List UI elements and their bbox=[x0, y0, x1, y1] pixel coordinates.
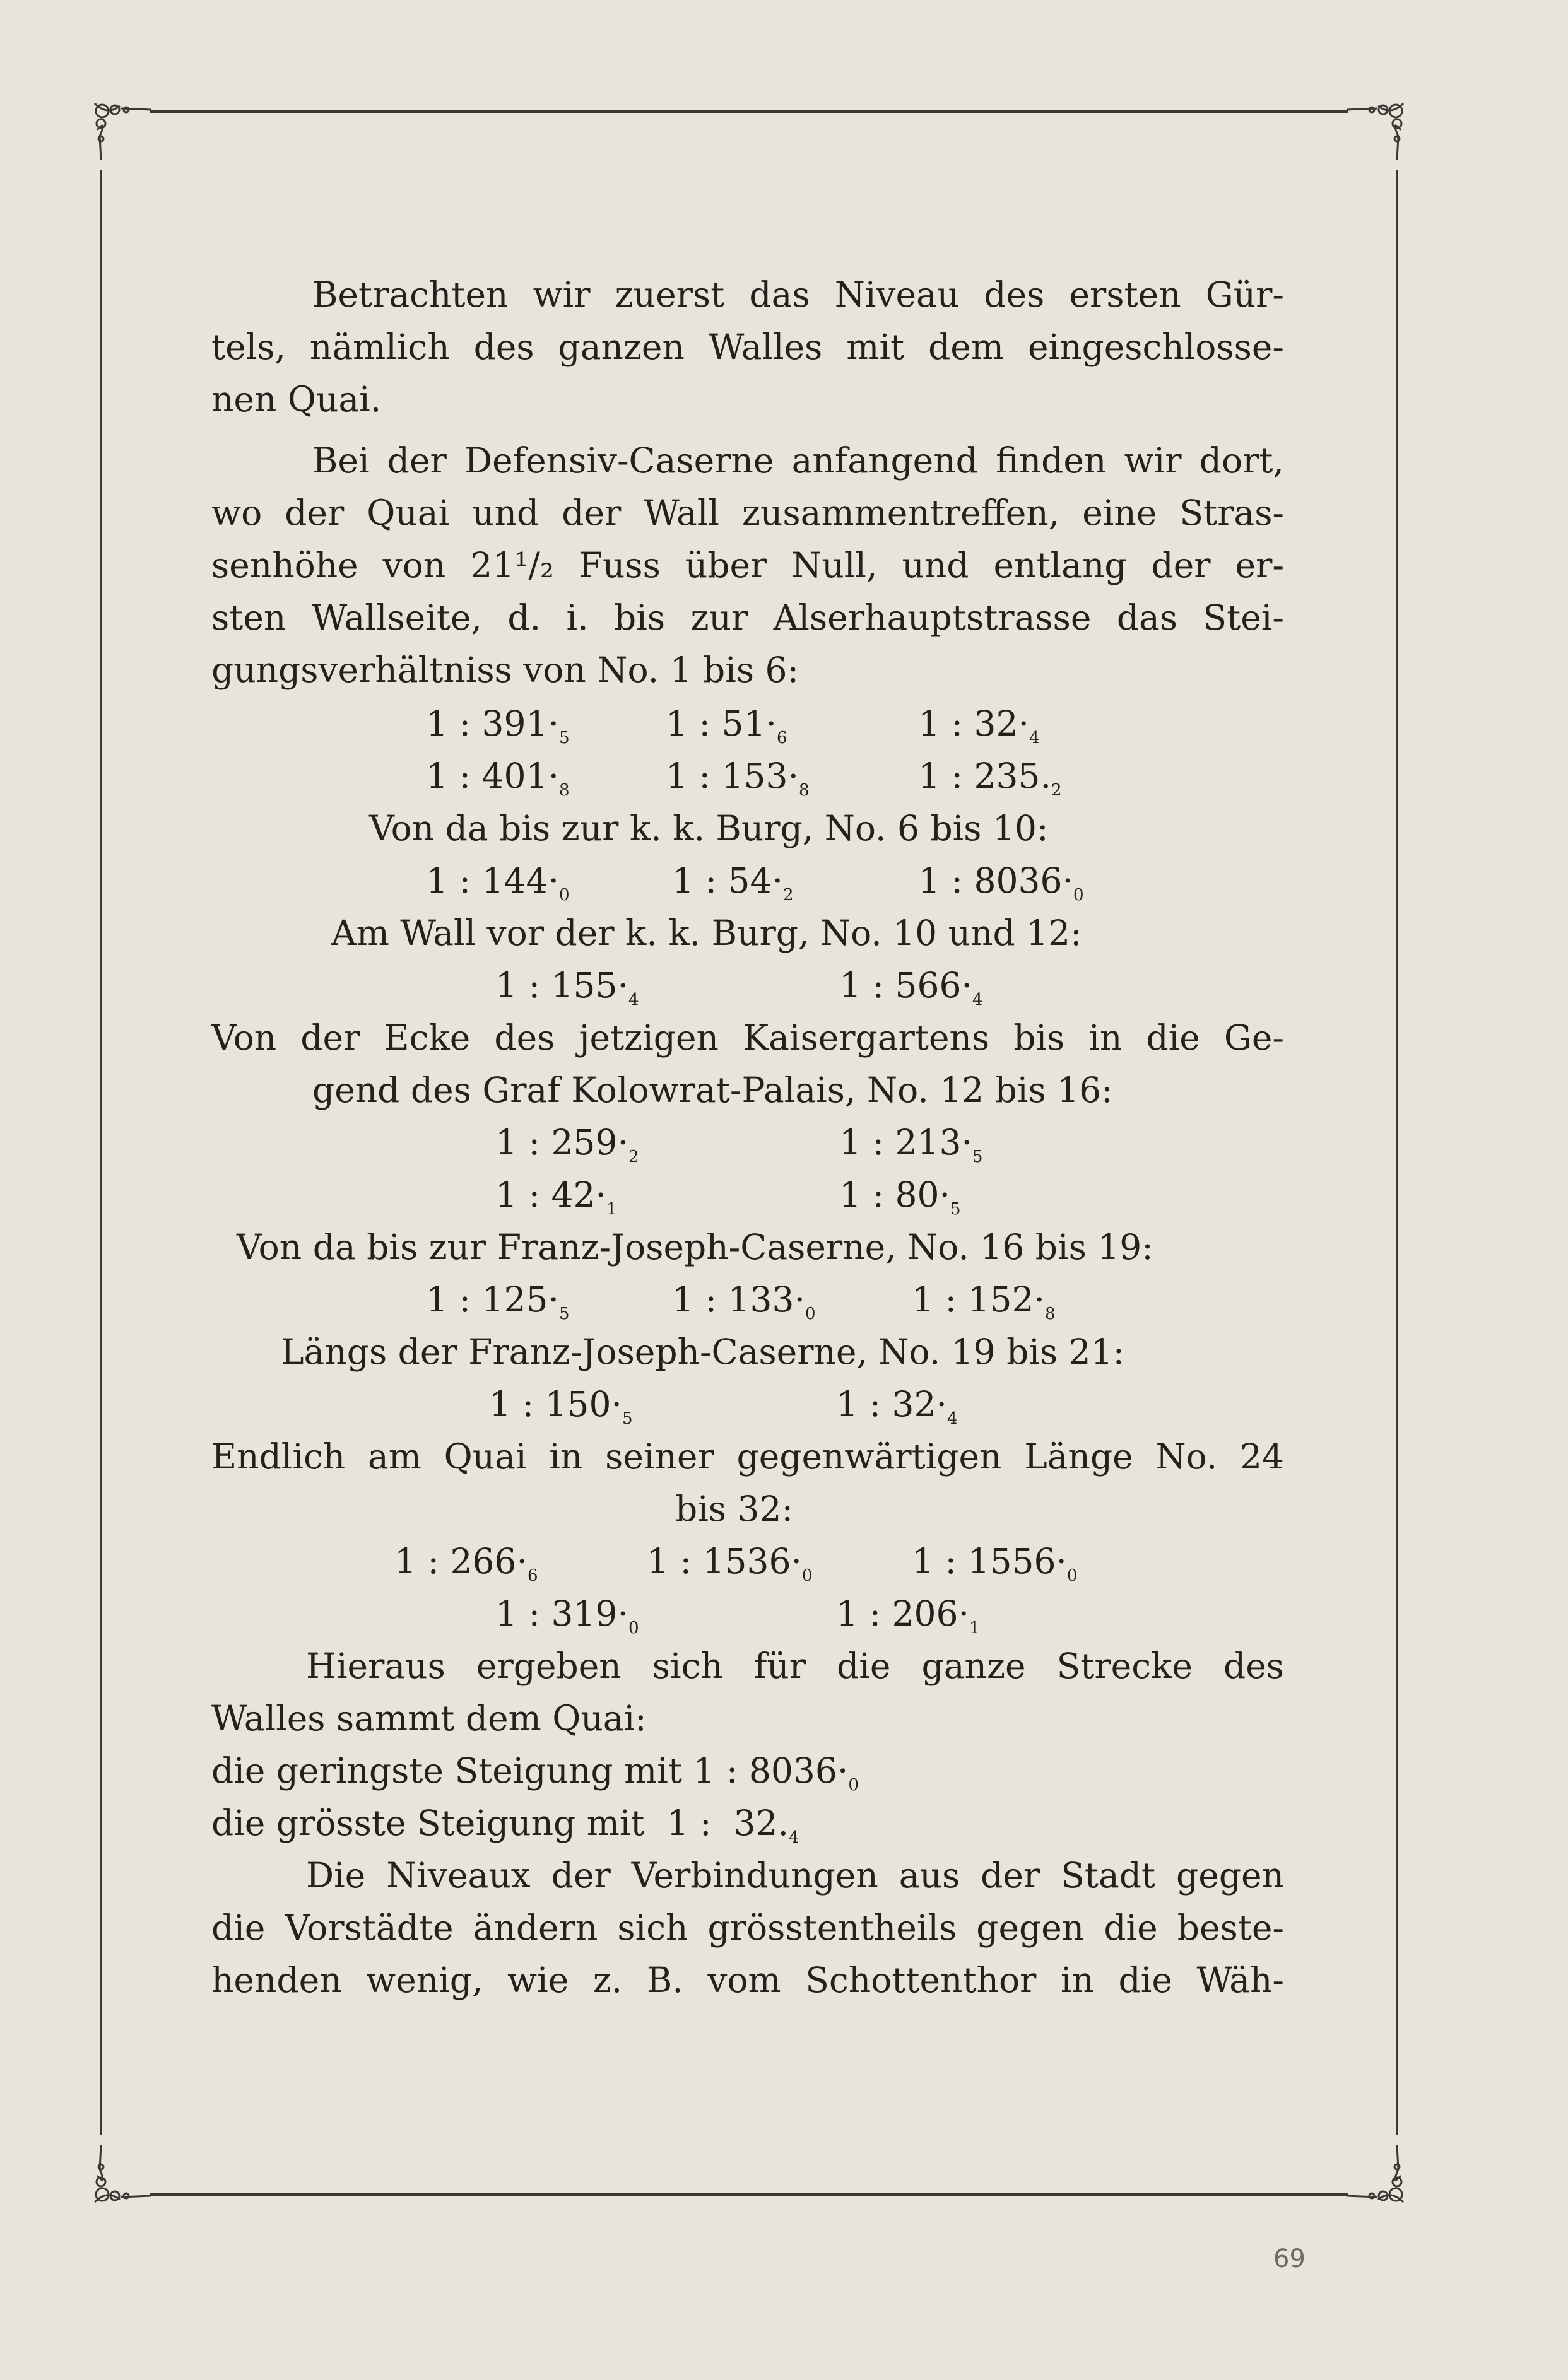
ratio-row bbox=[211, 1384, 1284, 1428]
text-line: tels, nämlich des ganzen Walles mit dem eingeschlosse- bbox=[211, 327, 1284, 367]
ratio-value: 1 : $51\cdot_6$ bbox=[666, 703, 787, 747]
text-line: die grösste Steigung mit 1 : $32._4$ bbox=[211, 1803, 799, 1847]
text-line: Walles sammt dem Quai: bbox=[211, 1698, 647, 1738]
ratio-value: 1 : $133\cdot_0$ bbox=[672, 1279, 816, 1323]
ratio-value: 1 : $32\cdot_4$ bbox=[918, 703, 1040, 747]
text-line: Von der Ecke des jetzigen Kaisergartens bis in die Ge- bbox=[211, 1017, 1284, 1058]
ratio-value: 1 : $32\cdot_4$ bbox=[836, 1384, 958, 1428]
border-right-line bbox=[1396, 170, 1398, 2135]
ratio-value: 1 : $153\cdot_8$ bbox=[666, 756, 810, 800]
ratio-value: 1 : $80\cdot_5$ bbox=[839, 1175, 961, 1219]
ratio-row bbox=[211, 1122, 1284, 1166]
ratio-value: 1 : $144\cdot_0$ bbox=[426, 860, 570, 905]
ratio-value: 1 : $319\cdot_0$ bbox=[495, 1593, 639, 1638]
ratio-value: 1 : $235._2$ bbox=[918, 756, 1062, 800]
ratio-value: 1 : $1556\cdot_0$ bbox=[912, 1541, 1078, 1585]
ratio-row bbox=[211, 1593, 1284, 1638]
text-line: senhöhe von 21¹/₂ Fuss über Null, und entlang der er- bbox=[211, 545, 1284, 585]
ratio-row bbox=[211, 703, 1284, 747]
text-line: wo der Quai und der Wall zusammentreffen, eine Stras- bbox=[211, 493, 1284, 533]
border-left-line bbox=[100, 170, 102, 2135]
ratio-value: 1 : $266\cdot_6$ bbox=[394, 1541, 538, 1585]
text-line: henden wenig, wie z. B. vom Schottenthor in die Wäh- bbox=[211, 1960, 1284, 2000]
text-line: die Vorstädte ändern sich grösstentheils gegen die beste- bbox=[211, 1908, 1284, 1948]
page-number: 69 bbox=[1273, 2244, 1306, 2273]
ratio-value: 1 : $213\cdot_5$ bbox=[839, 1122, 983, 1166]
section-heading: Von da bis zur Franz-Joseph-Caserne, No. 16 bis 19: bbox=[237, 1227, 1153, 1267]
ratio-row bbox=[211, 1541, 1284, 1585]
ratio-value: 1 : $566\cdot_4$ bbox=[839, 965, 983, 1009]
ratio-value: 1 : $54\cdot_2$ bbox=[672, 860, 794, 905]
ratio-value: 1 : $42\cdot_1$ bbox=[495, 1175, 617, 1219]
ratio-value: 1 : $8036\cdot_0$ bbox=[918, 860, 1084, 905]
text-line: die geringste Steigung mit 1 : $8036\cdot_0$ bbox=[211, 1750, 859, 1795]
ratio-row bbox=[211, 1175, 1284, 1219]
ratio-value: 1 : $150\cdot_5$ bbox=[489, 1384, 633, 1428]
ratio-value: 1 : $152\cdot_8$ bbox=[912, 1279, 1056, 1323]
ratio-row bbox=[211, 1279, 1284, 1323]
corner-ornament-icon bbox=[1340, 2139, 1410, 2208]
border-top-line bbox=[150, 110, 1348, 113]
ratio-row bbox=[211, 860, 1284, 905]
ratio-value: 1 : $1536\cdot_0$ bbox=[647, 1541, 813, 1585]
text-line: Hieraus ergeben sich für die ganze Strecke des bbox=[306, 1646, 1284, 1686]
ratio-value: 1 : $391\cdot_5$ bbox=[426, 703, 570, 747]
ratio-value: 1 : $259\cdot_2$ bbox=[495, 1122, 639, 1166]
text-line: bis 32: bbox=[675, 1489, 794, 1529]
corner-ornament-icon bbox=[1340, 97, 1410, 167]
text-line: nen Quai. bbox=[211, 379, 382, 419]
ratio-value: 1 : $125\cdot_5$ bbox=[426, 1279, 570, 1323]
section-heading: Längs der Franz-Joseph-Caserne, No. 19 bis 21: bbox=[281, 1332, 1125, 1372]
section-heading: Am Wall vor der k. k. Burg, No. 10 und 12: bbox=[331, 913, 1082, 953]
text-line: gungsverhältniss von No. 1 bis 6: bbox=[211, 650, 799, 690]
corner-ornament-icon bbox=[88, 2139, 158, 2208]
section-heading: Von da bis zur k. k. Burg, No. 6 bis 10: bbox=[369, 808, 1049, 848]
text-line: Betrachten wir zuerst das Niveau des ersten Gür- bbox=[312, 274, 1284, 315]
text-line: Endlich am Quai in seiner gegenwärtigen Länge No. 24 bbox=[211, 1436, 1284, 1477]
text-line: Die Niveaux der Verbindungen aus der Stadt gegen bbox=[306, 1855, 1284, 1896]
ratio-row bbox=[211, 965, 1284, 1009]
text-line: Bei der Defensiv-Caserne anfangend finden wir dort, bbox=[312, 440, 1284, 481]
text-line: sten Wallseite, d. i. bis zur Alserhauptstrasse das Stei- bbox=[211, 597, 1284, 638]
ratio-value: 1 : $206\cdot_1$ bbox=[836, 1593, 980, 1638]
ratio-value: 1 : $401\cdot_8$ bbox=[426, 756, 570, 800]
corner-ornament-icon bbox=[88, 97, 158, 167]
ratio-value: 1 : $155\cdot_4$ bbox=[495, 965, 639, 1009]
ratio-row bbox=[211, 756, 1284, 800]
border-bottom-line bbox=[150, 2193, 1348, 2196]
text-line: gend des Graf Kolowrat-Palais, No. 12 bis 16: bbox=[312, 1070, 1113, 1110]
